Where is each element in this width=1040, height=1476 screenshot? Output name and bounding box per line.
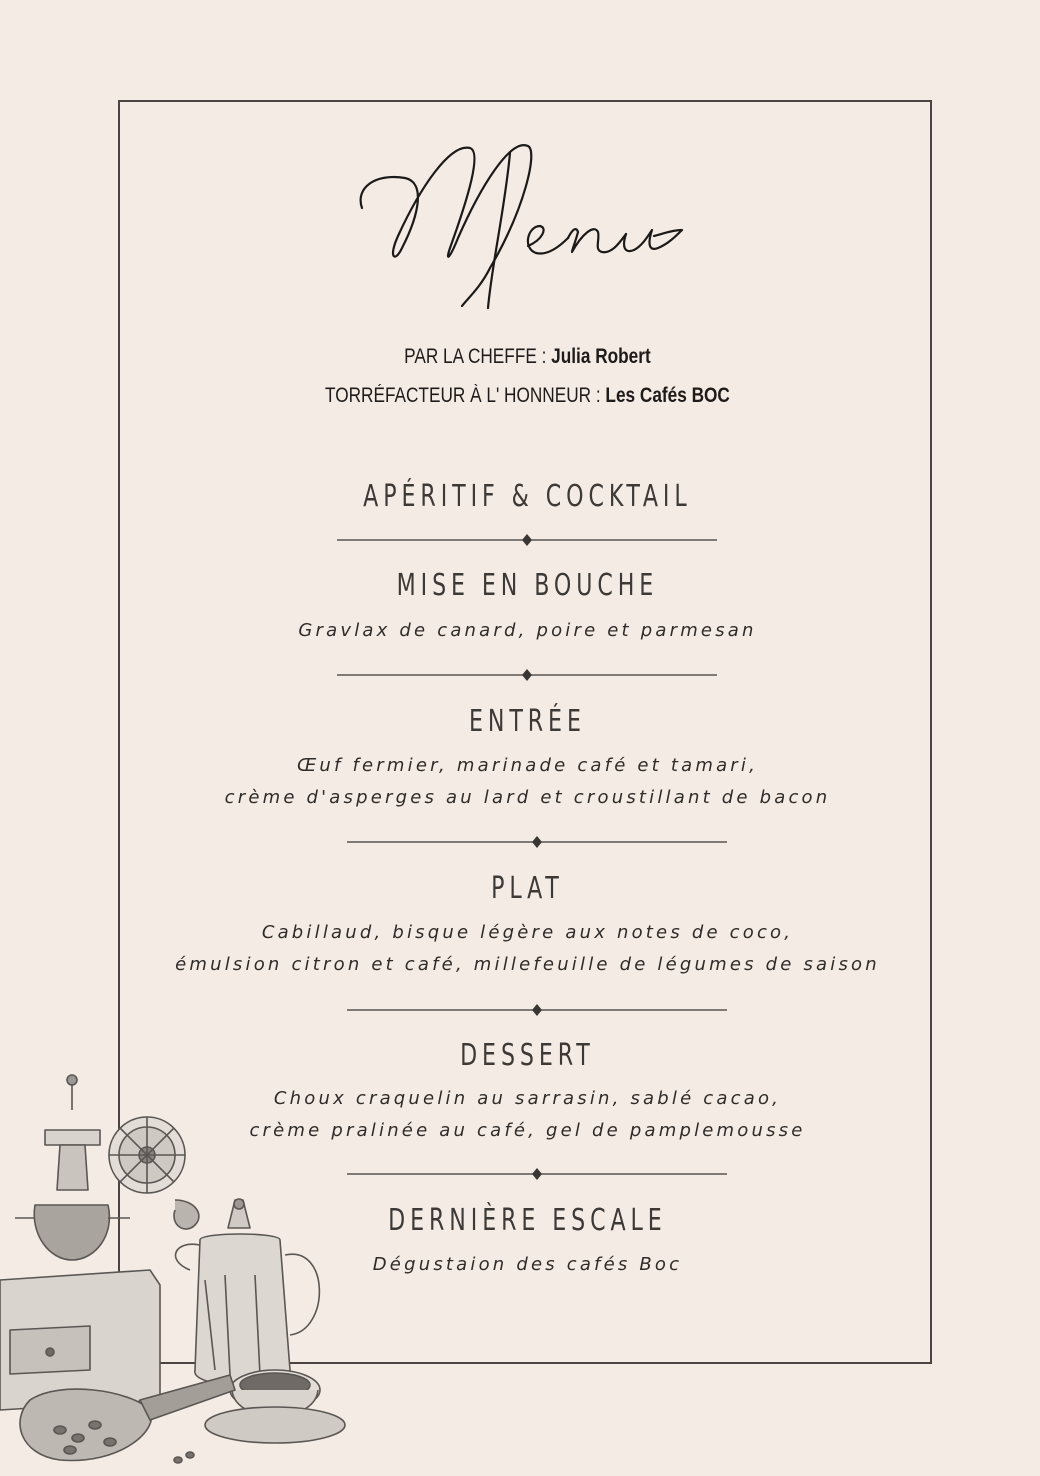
divider xyxy=(337,669,717,681)
dish-mise-en-bouche-line-1: Gravlax de canard, poire et parmesan xyxy=(298,620,757,641)
menu-title xyxy=(0,118,1040,318)
course-title-plat: PLAT xyxy=(491,871,564,906)
chef-name: Julia Robert xyxy=(551,345,651,368)
roaster-name: Les Cafés BOC xyxy=(605,384,730,407)
roaster-credit xyxy=(95,384,960,408)
dish-plat-line-1: Cabillaud, bisque légère aux notes de coco, xyxy=(261,922,794,943)
dish-dessert-line-1: Choux craquelin au sarrasin, sablé cacao, xyxy=(273,1088,782,1109)
course-title-entree: ENTRÉE xyxy=(468,704,586,739)
dish-derniere-escale-line-1: Dégustaion des cafés Boc xyxy=(372,1254,683,1275)
course-title-derniere-escale: DERNIÈRE ESCALE xyxy=(388,1203,667,1238)
course-title-dessert: DESSERT xyxy=(460,1038,595,1073)
course-title-mise-en-bouche: MISE EN BOUCHE xyxy=(396,568,659,603)
divider xyxy=(347,1168,727,1180)
menu-title-text xyxy=(0,188,1040,199)
dish-dessert-line-2: crème pralinée au café, gel de pamplemousse xyxy=(249,1120,806,1141)
dish-entree-line-2: crème d'asperges au lard et croustillant de bacon xyxy=(224,787,831,808)
divider xyxy=(347,836,727,848)
roaster-label: TORRÉFACTEUR À L' HONNEUR : xyxy=(324,384,606,407)
chef-label: PAR LA CHEFFE : xyxy=(404,345,552,368)
divider xyxy=(347,1004,727,1016)
chef-credit xyxy=(95,345,960,369)
coffee-grinder-and-pot-illustration xyxy=(0,1070,350,1476)
dish-plat-line-2: émulsion citron et café, millefeuille de légumes de saison xyxy=(175,954,880,975)
course-title-aperitif: APÉRITIF & COCKTAIL xyxy=(363,479,692,514)
divider xyxy=(337,534,717,546)
dish-entree-line-1: Œuf fermier, marinade café et tamari, xyxy=(296,755,759,776)
menu-script-lettering xyxy=(350,118,690,318)
